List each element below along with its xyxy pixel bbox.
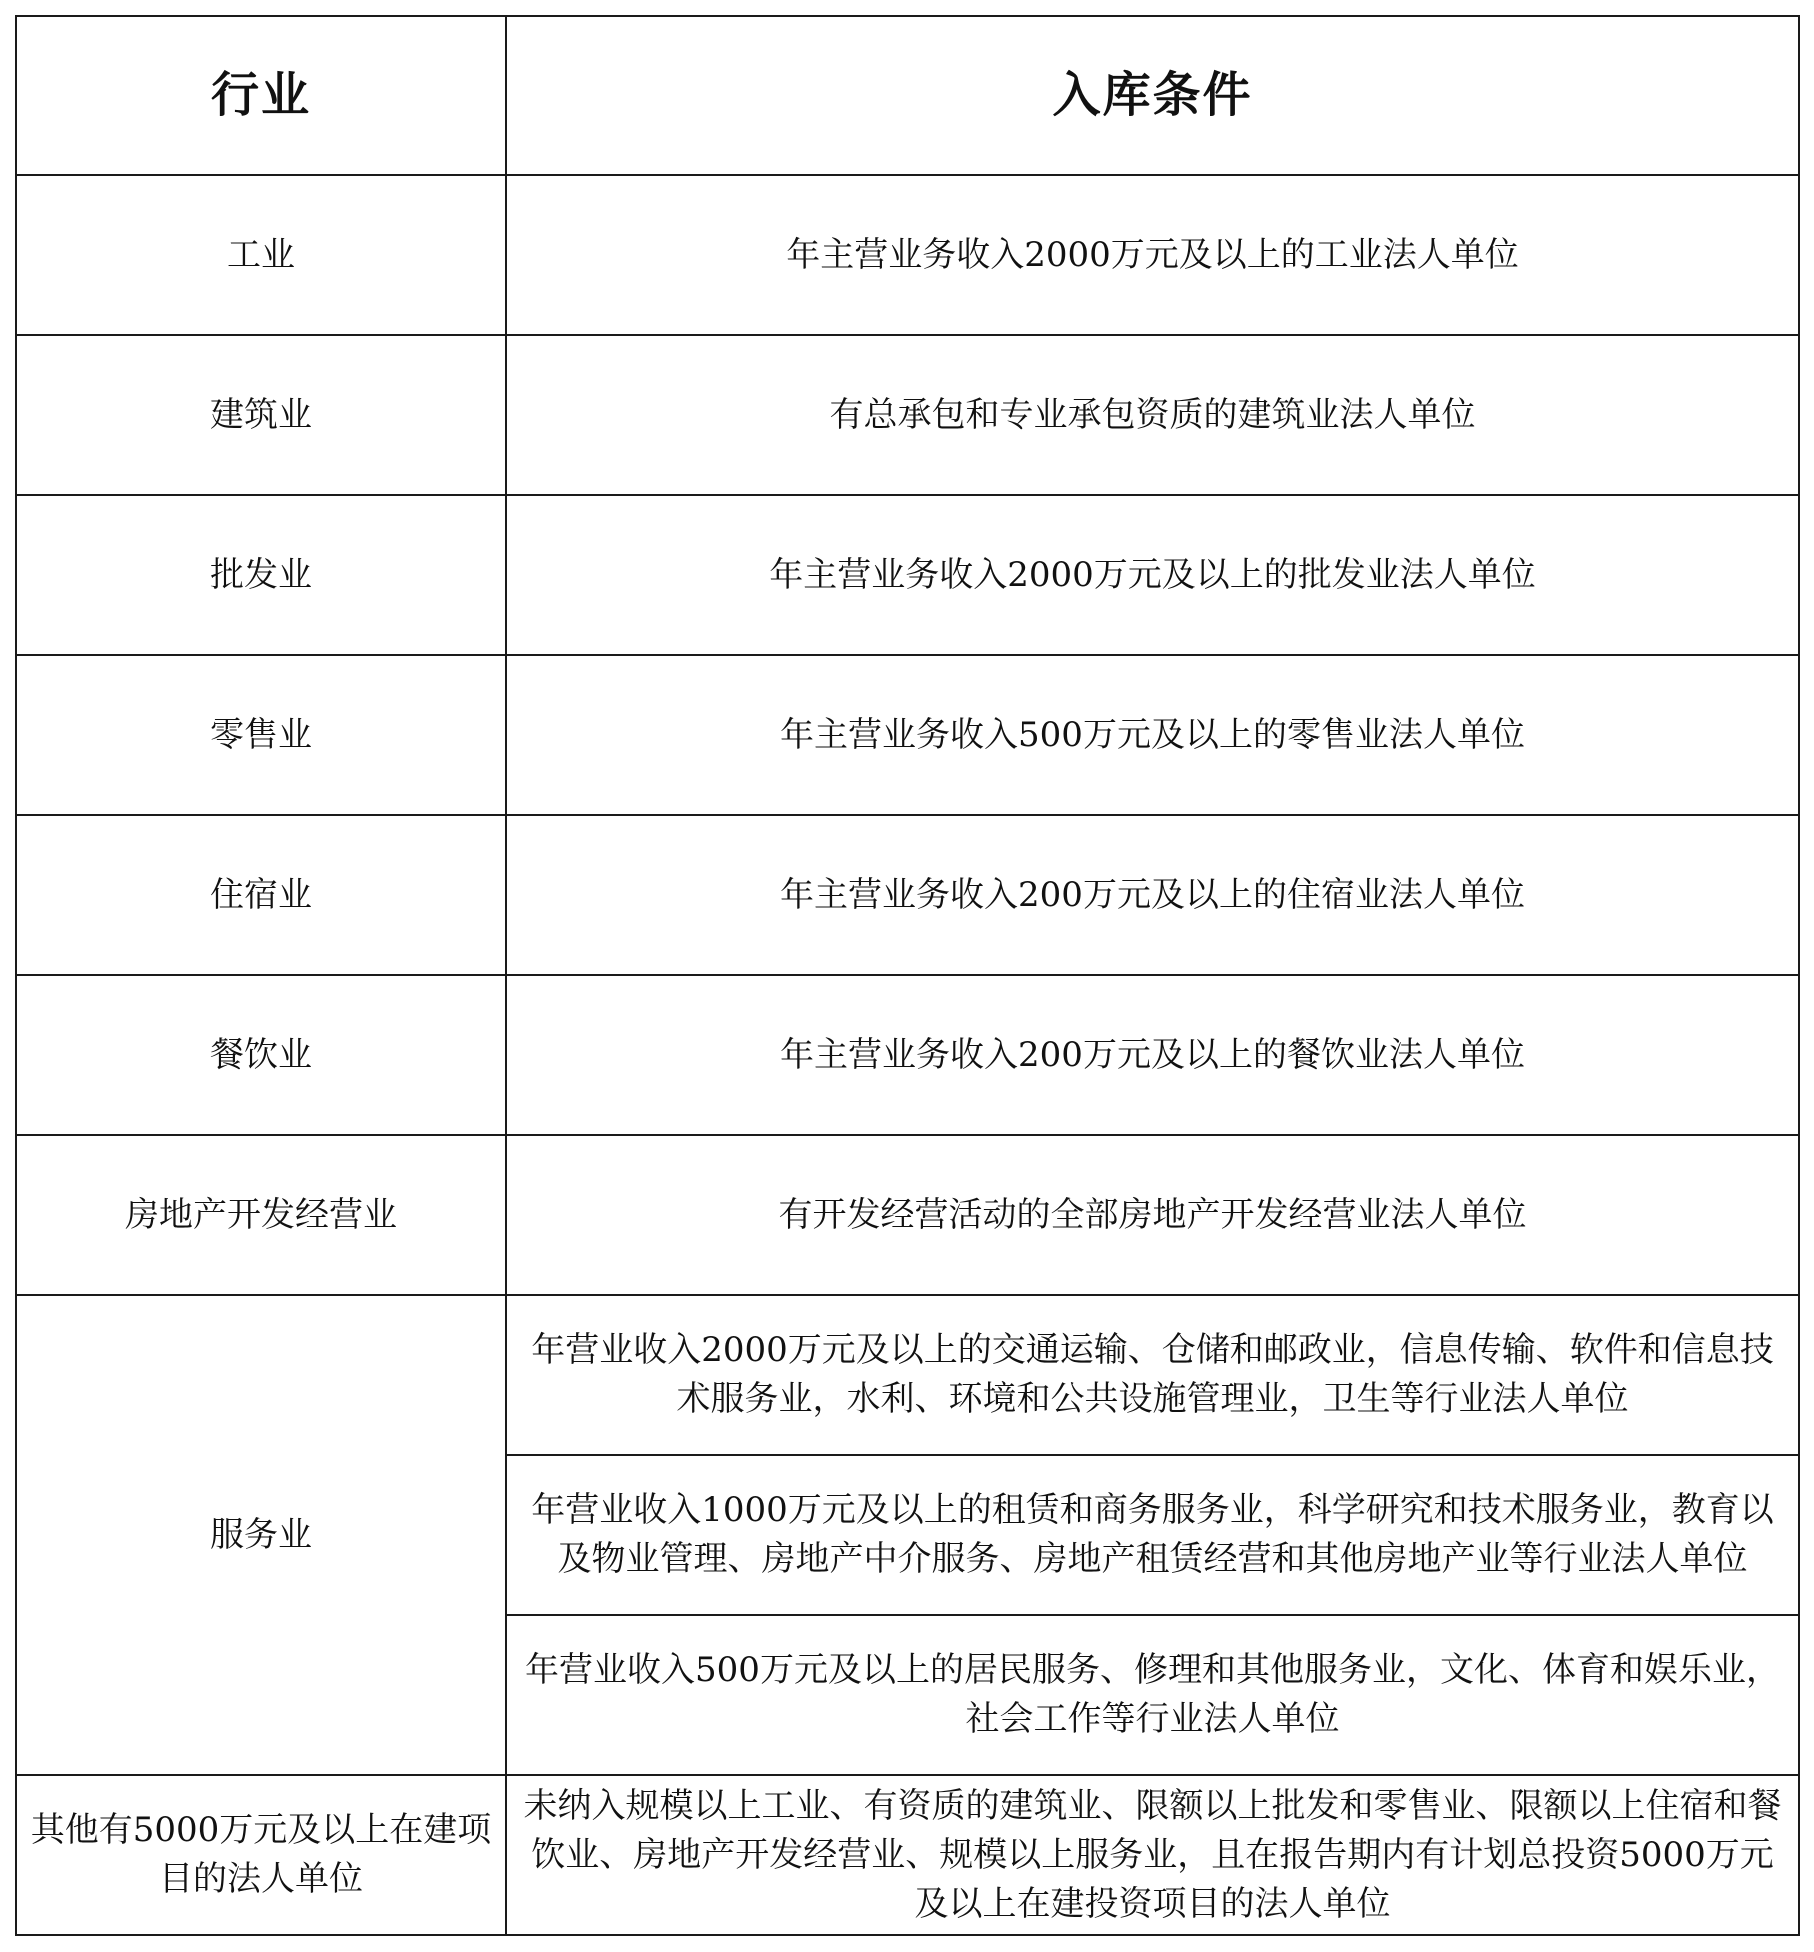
condition-cell: 未纳入规模以上工业、有资质的建筑业、限额以上批发和零售业、限额以上住宿和餐饮业、房地产开发经营业、规模以上服务业，且在报告期内有计划总投资5000万元及以上在建投资项目的法人单位 (506, 1775, 1799, 1935)
industry-cell: 建筑业 (16, 335, 506, 495)
industry-cell: 零售业 (16, 655, 506, 815)
table-row (16, 1775, 1799, 1935)
condition-column-header: 入库条件 (506, 16, 1799, 175)
table-row (16, 495, 1799, 655)
condition-cell: 有总承包和专业承包资质的建筑业法人单位 (506, 335, 1799, 495)
industry-cell: 工业 (16, 175, 506, 335)
condition-cell: 年主营业务收入2000万元及以上的批发业法人单位 (506, 495, 1799, 655)
industry-cell: 餐饮业 (16, 975, 506, 1135)
table-row (16, 335, 1799, 495)
header-row (16, 16, 1799, 175)
industry-cell: 其他有5000万元及以上在建项目的法人单位 (16, 1775, 506, 1935)
condition-cell: 年营业收入500万元及以上的居民服务、修理和其他服务业，文化、体育和娱乐业，社会工作等行业法人单位 (506, 1615, 1799, 1775)
condition-cell: 年主营业务收入500万元及以上的零售业法人单位 (506, 655, 1799, 815)
condition-cell: 年主营业务收入200万元及以上的餐饮业法人单位 (506, 975, 1799, 1135)
table-row (16, 975, 1799, 1135)
condition-cell: 有开发经营活动的全部房地产开发经营业法人单位 (506, 1135, 1799, 1295)
table-row (16, 175, 1799, 335)
industry-column-header: 行业 (16, 16, 506, 175)
table-row (16, 655, 1799, 815)
condition-cell: 年主营业务收入2000万元及以上的工业法人单位 (506, 175, 1799, 335)
table-row (16, 1135, 1799, 1295)
enrollment-criteria-table (15, 15, 1800, 1936)
condition-cell: 年主营业务收入200万元及以上的住宿业法人单位 (506, 815, 1799, 975)
industry-cell: 批发业 (16, 495, 506, 655)
condition-cell: 年营业收入2000万元及以上的交通运输、仓储和邮政业，信息传输、软件和信息技术服务业，水利、环境和公共设施管理业，卫生等行业法人单位 (506, 1295, 1799, 1455)
table-row (16, 1295, 1799, 1455)
condition-cell: 年营业收入1000万元及以上的租赁和商务服务业，科学研究和技术服务业，教育以及物业管理、房地产中介服务、房地产租赁经营和其他房地产业等行业法人单位 (506, 1455, 1799, 1615)
industry-cell: 房地产开发经营业 (16, 1135, 506, 1295)
table-row (16, 815, 1799, 975)
industry-cell: 住宿业 (16, 815, 506, 975)
industry-cell: 服务业 (16, 1295, 506, 1775)
